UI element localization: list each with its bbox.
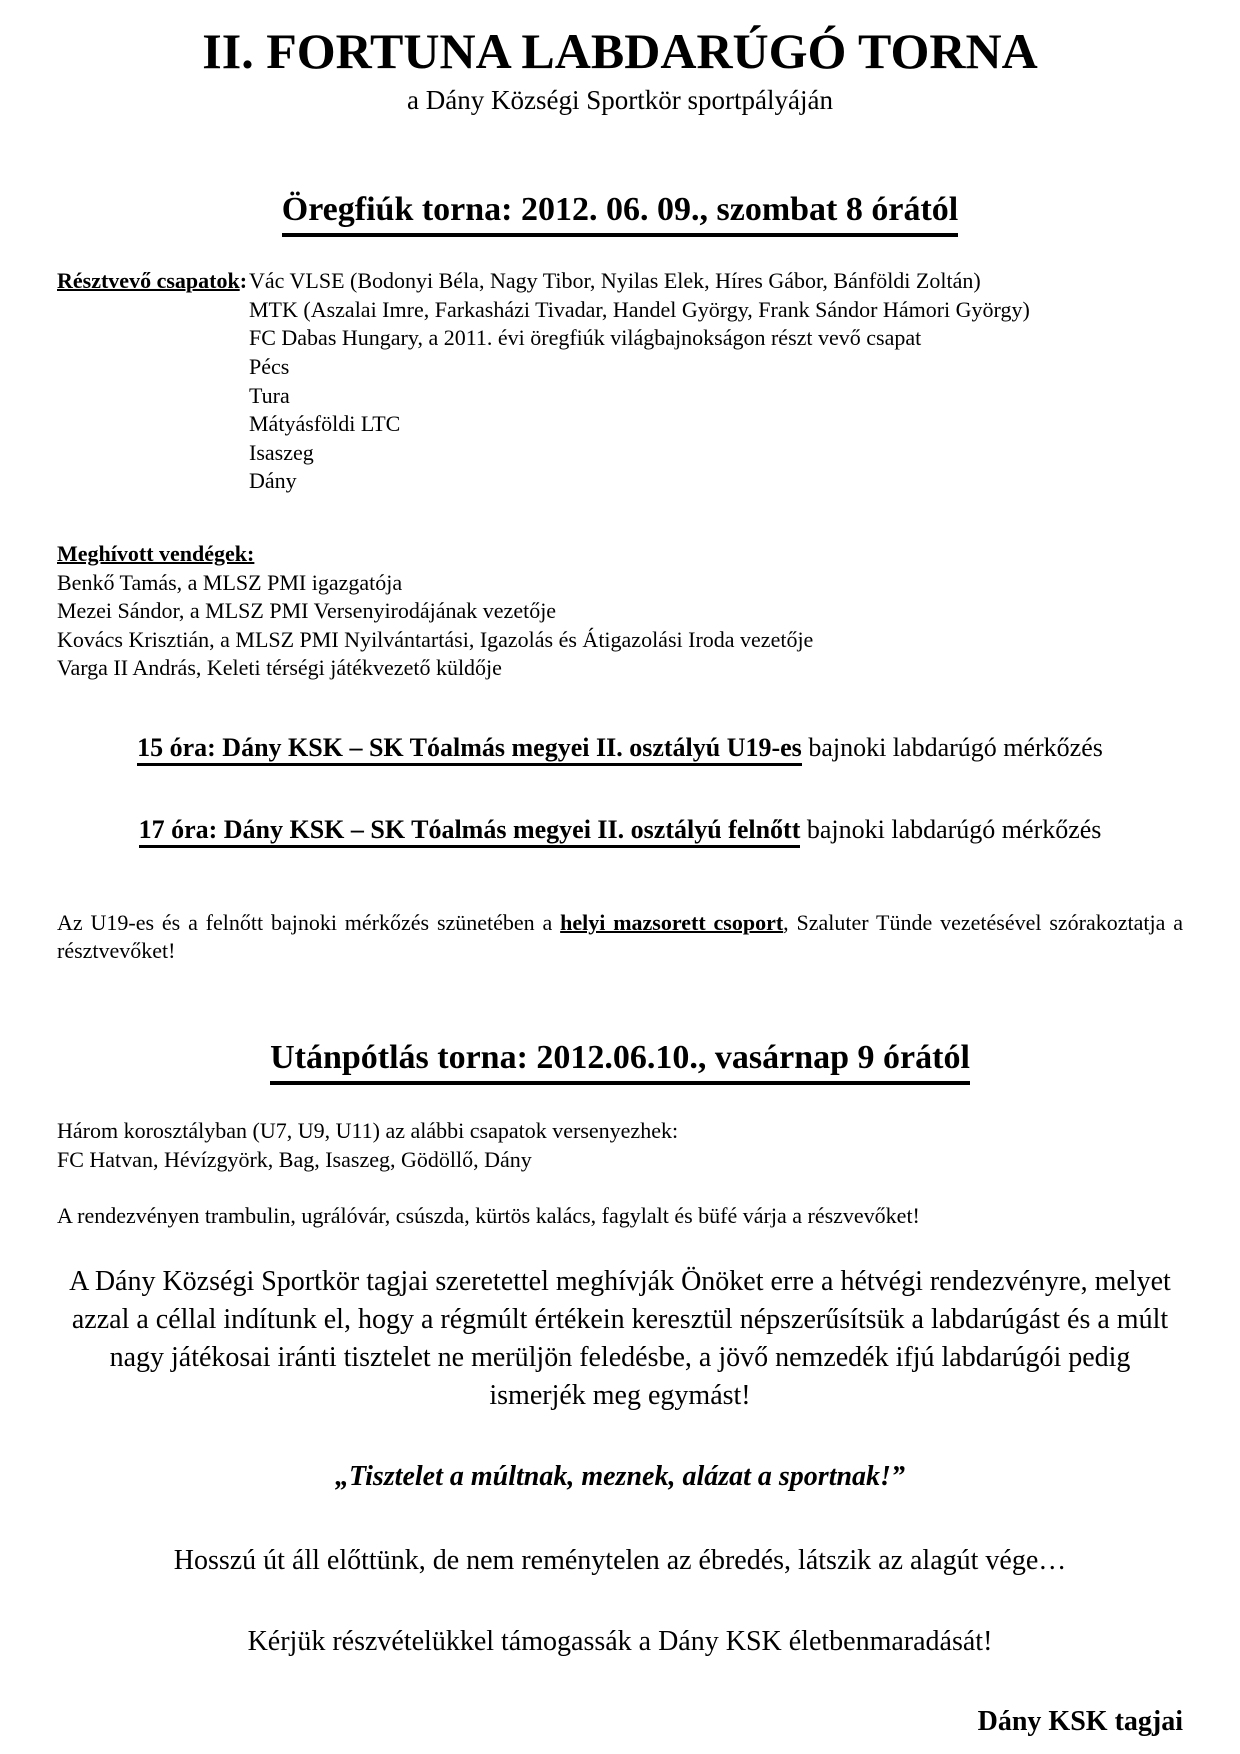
team-line: Tura (249, 382, 290, 408)
veterans-section-heading (57, 188, 1183, 237)
guests-block (57, 540, 1183, 683)
youth-teams-line: FC Hatvan, Hévízgyörk, Bag, Isaszeg, Gödöllő, Dány (57, 1146, 532, 1172)
halftime-note (57, 909, 1183, 966)
participants-label-cell (57, 267, 249, 496)
youth-section-heading (57, 1036, 1183, 1085)
veterans-heading-text: Öregfiúk torna: 2012. 06. 09., szombat 8 órától (282, 188, 958, 237)
signature: Dány KSK tagjai (977, 1706, 1183, 1738)
match-u19-rest: bajnoki labdarúgó mérkőzés (801, 733, 1103, 762)
support-line: Kérjük részvételükkel támogassák a Dány KSK életbenmaradását! (247, 1625, 993, 1657)
guest-line: Varga II András, Keleti térségi játékvezető küldője (57, 655, 502, 681)
team-line: Mátyásföldi LTC (249, 411, 401, 437)
match-adult-bold: 17 óra: Dány KSK – SK Tóalmás megyei II. osztályú felnőtt (139, 815, 801, 848)
team-line: Isaszeg (249, 439, 314, 465)
participants-team-list (249, 267, 1183, 496)
halftime-note-highlight: helyi mazsorett csoport (560, 909, 784, 935)
match-adult-rest: bajnoki labdarúgó mérkőzés (800, 814, 1102, 844)
guest-line: Kovács Krisztián, a MLSZ PMI Nyilvántartási, Igazolás és Átigazolási Iroda vezetője (57, 626, 814, 652)
participants-block (57, 267, 1183, 496)
youth-age-groups-line: Három korosztályban (U7, U9, U11) az alábbi csapatok versenyezhek: (57, 1117, 679, 1143)
match-u19-bold: 15 óra: Dány KSK – SK Tóalmás megyei II. osztályú U19-es (137, 733, 802, 766)
guests-heading: Meghívott vendégek: (57, 541, 255, 567)
guest-line: Benkő Tamás, a MLSZ PMI igazgatója (57, 569, 403, 595)
motto-quote: „Tisztelet a múltnak, meznek, alázat a sportnak!” (335, 1461, 905, 1493)
halftime-note-before: Az U19-es és a felnőtt bajnoki mérkőzés szünetében a (57, 909, 561, 935)
match-line-u19 (57, 731, 1183, 765)
team-line: Dány (249, 468, 297, 494)
match-line-adult (57, 813, 1183, 847)
team-line: MTK (Aszalai Imre, Farkasházi Tivadar, Handel György, Frank Sándor Hámori György) (249, 296, 1030, 322)
guest-line: Mezei Sándor, a MLSZ PMI Versenyirodájának vezetője (57, 598, 557, 624)
team-line: Vác VLSE (Bodonyi Béla, Nagy Tibor, Nyilas Elek, Híres Gábor, Bánföldi Zoltán) (249, 268, 981, 294)
hope-line: Hosszú út áll előttünk, de nem reménytelen az ébredés, látszik az alagút vége… (173, 1545, 1067, 1577)
page-title: II. FORTUNA LABDARÚGÓ TORNA (202, 23, 1038, 79)
attractions-line: A rendezvényen trambulin, ugrálóvár, csúszda, kürtös kalács, fagylalt és büfé várja a részvevőket! (57, 1203, 920, 1229)
team-line: Pécs (249, 354, 290, 380)
team-line: FC Dabas Hungary, a 2011. évi öregfiúk világbajnokságon részt vevő csapat (249, 325, 922, 351)
youth-lines (57, 1117, 1183, 1174)
page-subtitle: a Dány Községi Sportkör sportpályáján (407, 85, 833, 115)
participants-colon: : (239, 268, 248, 294)
participants-label: Résztvevő csapatok (57, 268, 240, 294)
guests-heading-row (57, 540, 1183, 569)
youth-heading-text: Utánpótlás torna: 2012.06.10., vasárnap 9 órától (270, 1036, 970, 1085)
invitation-paragraph: A Dány Községi Sportkör tagjai szeretettel meghívják Önöket erre a hétvégi rendezvényre, melyet azzal a céllal indítunk el, hogy a régmúlt értékein keresztül népszerűsítsük a labdarúgást és a múlt nagy játékosai iránti tisztelet ne merüljön feledésbe, a jövő nemzedék ifjú labdarúgói pedig ismerjék meg egymást! (69, 1265, 1171, 1411)
halftime-note-after: , Szaluter Tünde vezetésével szórakoztatja a résztvevőket! (57, 909, 1183, 964)
